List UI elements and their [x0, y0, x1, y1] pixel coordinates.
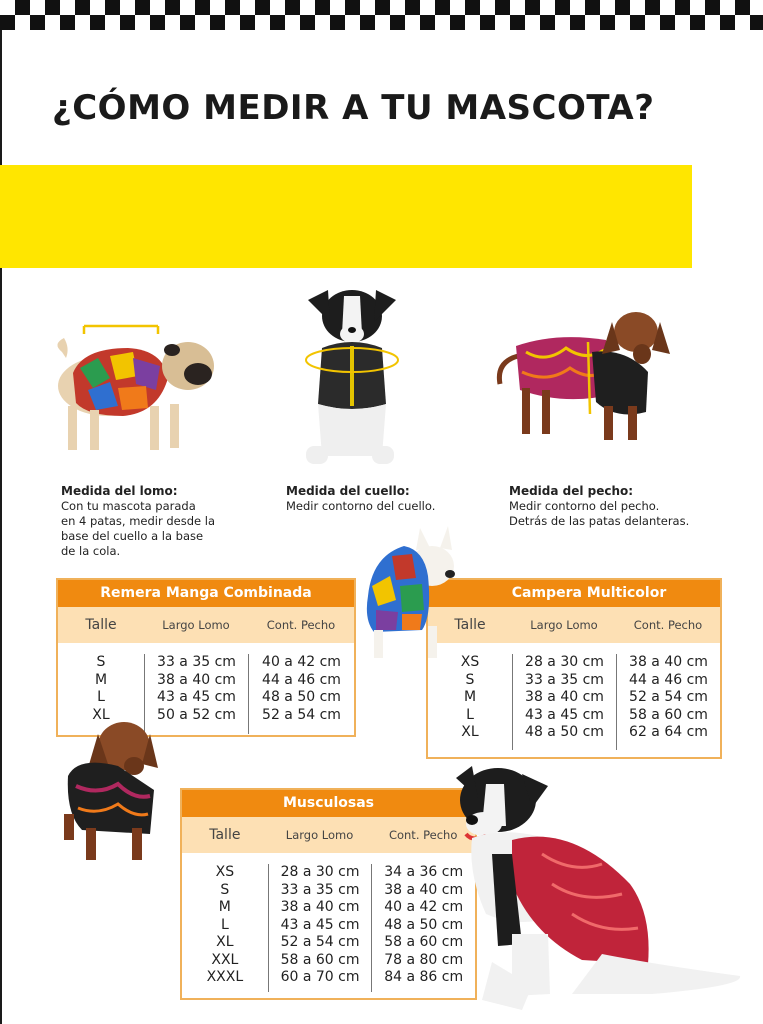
col-pecho: Cont. Pecho: [266, 618, 336, 632]
measure-pecho: [509, 484, 749, 529]
col-largo: Largo Lomo: [530, 618, 598, 632]
measure-lomo-desc: Con tu mascota parada en 4 patas, medir desde la base del cuello a la base de la cola.: [61, 499, 215, 558]
measure-cuello: [286, 484, 486, 514]
sizes-column: XS S M L XL XXL XXXL: [206, 864, 244, 985]
table-remera: [56, 578, 356, 737]
checker-border: [0, 0, 763, 30]
measure-pecho-desc: Medir contorno del pecho. Detrás de las patas delanteras.: [509, 499, 690, 528]
sizes-column: S M L XL: [92, 654, 110, 723]
pecho-column: 34 a 36 cm 38 a 40 cm 40 a 42 cm 48 a 50 cm 58 a 60 cm 78 a 80 cm 84 a 86 cm: [371, 864, 475, 992]
table-remera-title: Remera Manga Combinada: [58, 580, 354, 607]
pecho-column: 40 a 42 cm 44 a 46 cm 48 a 50 cm 52 a 54 cm: [248, 654, 354, 734]
measure-lomo-label: Medida del lomo:: [61, 484, 178, 498]
col-pecho: Cont. Pecho: [633, 618, 703, 632]
table-remera-header: [58, 607, 354, 643]
table-campera-header: [428, 607, 720, 643]
table-musculosas-title: Musculosas: [182, 790, 475, 817]
collie-puppy-photo: [300, 286, 404, 472]
page-title: ¿CÓMO MEDIR A TU MASCOTA?: [52, 88, 655, 128]
largo-column: 33 a 35 cm 38 a 40 cm 43 a 45 cm 50 a 52 cm: [144, 654, 248, 734]
table-campera: [426, 578, 722, 759]
measure-pecho-label: Medida del pecho:: [509, 484, 634, 498]
col-talle: Talle: [454, 617, 486, 633]
measure-cuello-desc: Medir contorno del cuello.: [286, 499, 436, 513]
chihuahua-photo: [362, 526, 462, 662]
collie-lying-photo: [452, 764, 744, 1022]
col-talle: Talle: [209, 827, 241, 843]
table-campera-title: Campera Multicolor: [428, 580, 720, 607]
table-musculosas: [180, 788, 477, 1000]
dachshund-sitting-photo: [58, 716, 162, 864]
pug-photo: [48, 318, 220, 460]
largo-column: 28 a 30 cm 33 a 35 cm 38 a 40 cm 43 a 45 cm 48 a 50 cm: [512, 654, 616, 750]
largo-column: 28 a 30 cm 33 a 35 cm 38 a 40 cm 43 a 45 cm 52 a 54 cm 58 a 60 cm 60 a 70 cm: [268, 864, 372, 992]
dachshund-photo: [496, 302, 678, 448]
measure-lomo: [61, 484, 261, 559]
table-musculosas-header: [182, 817, 475, 853]
measure-cuello-label: Medida del cuello:: [286, 484, 410, 498]
col-pecho: Cont. Pecho: [388, 828, 458, 842]
col-talle: Talle: [85, 617, 117, 633]
sizes-column: XS S M L XL: [460, 654, 480, 740]
col-largo: Largo Lomo: [162, 618, 230, 632]
col-largo: Largo Lomo: [285, 828, 354, 842]
pecho-column: 38 a 40 cm 44 a 46 cm 52 a 54 cm 58 a 60 cm 62 a 64 cm: [616, 654, 720, 750]
yellow-banner: [0, 165, 692, 268]
